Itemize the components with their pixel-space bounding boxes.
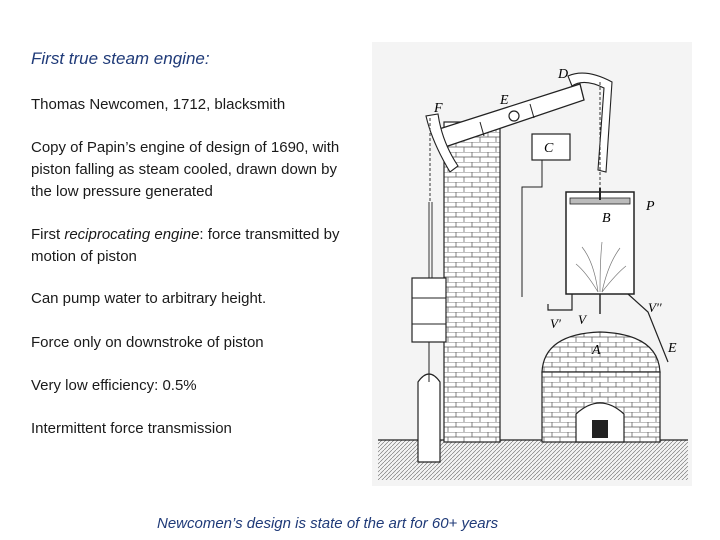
bullet-intermittent: Intermittent force transmission [31, 420, 232, 437]
label-v-double-prime: V′′ [648, 300, 662, 315]
label-f: F [434, 101, 443, 116]
beam-pivot [509, 111, 519, 121]
bullet-efficiency: Very low efficiency: 0.5% [31, 377, 197, 394]
label-v: V [578, 312, 586, 327]
label-c: C [544, 141, 554, 156]
pump-weight-box [412, 278, 446, 342]
label-e-top: E [500, 93, 509, 108]
bullet-inventor: Thomas Newcomen, 1712, blacksmith [31, 96, 286, 113]
label-v-prime: V′ [550, 316, 561, 331]
furnace-door [592, 420, 608, 438]
label-b: B [602, 211, 611, 226]
caption: Newcomen’s design is state of the art for 60+ years [157, 515, 499, 532]
bullet-downstroke: Force only on downstroke of piston [31, 334, 264, 351]
bullet-pump: Can pump water to arbitrary height. [31, 290, 267, 307]
reciprocating-prefix: First [31, 226, 65, 243]
bullet-reciprocating [31, 224, 351, 268]
reciprocating-suffix: : force transmitted by motion of piston [31, 226, 340, 265]
label-d: D [558, 67, 569, 82]
bullet-papin: Copy of Papin’s engine of design of 1690, with piston falling as steam cooled, drawn down by the low pressure generated [31, 139, 340, 200]
newcomen-engine-illustration [372, 42, 692, 486]
reciprocating-term: reciprocating engine [64, 226, 200, 243]
label-p: P [646, 199, 655, 214]
label-a: A [592, 343, 601, 358]
slide-title: First true steam engine: [31, 49, 210, 68]
label-e-right: E [668, 341, 677, 356]
pump-pipe [418, 374, 440, 462]
